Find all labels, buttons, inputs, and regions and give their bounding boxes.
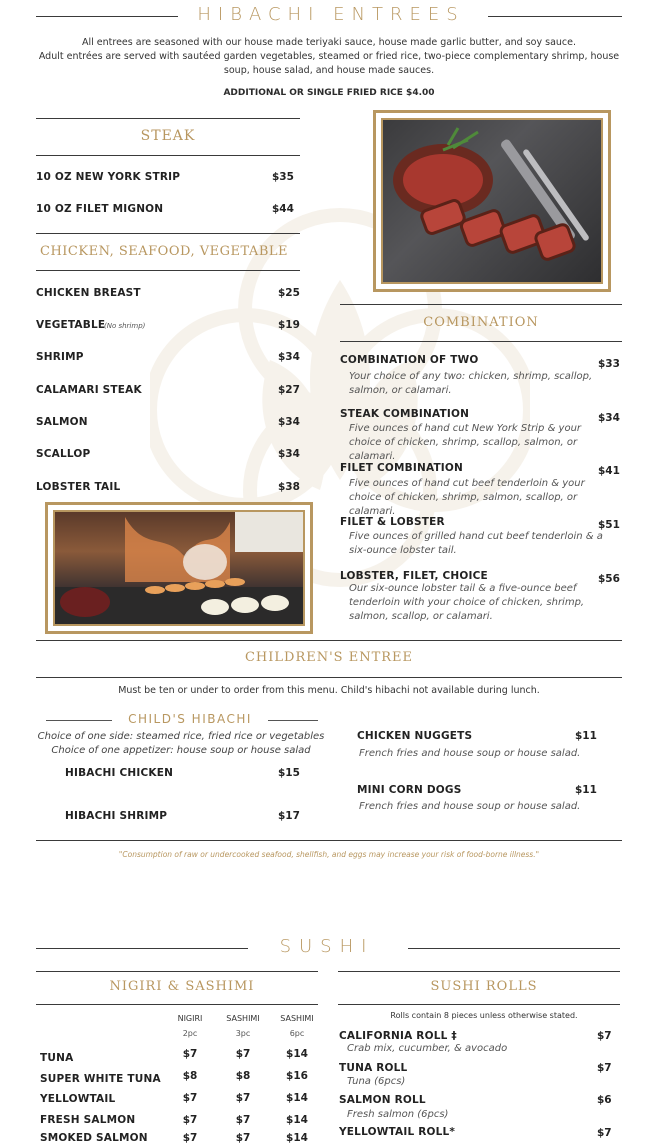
- steak-image-icon: [383, 120, 601, 282]
- roll-item-name: SALMON ROLL: [339, 1094, 426, 1106]
- menu-item-price: $25: [278, 287, 300, 299]
- roll-item-price: $7: [597, 1062, 612, 1074]
- table-row-price: $14: [286, 1092, 308, 1104]
- rolls-heading: SUSHI ROLLS: [430, 979, 538, 994]
- menu-item-name: SHRIMP: [36, 351, 84, 363]
- grill-image-icon: [55, 512, 303, 624]
- children-note: Must be ten or under to order from this menu. Child's hibachi not available during lunch.: [118, 685, 540, 696]
- steak-heading: STEAK: [140, 128, 196, 144]
- child-item-name: HIBACHI CHICKEN: [65, 767, 174, 779]
- child-hibachi-side-note: Choice of one side: steamed rice, fried rice or vegetables: [37, 731, 325, 742]
- steak-rule-bottom: [36, 155, 300, 156]
- combo-item-desc: Our six-ounce lobster tail & a five-ounce beef tenderloin with your choice of chicken, shrimp, salmon, scallop, or calamari.: [349, 583, 585, 622]
- roll-item-name: TUNA ROLL: [339, 1062, 408, 1074]
- combo-rule-top: [340, 304, 622, 305]
- child-item-price: $15: [278, 767, 300, 779]
- table-row-price: $7: [182, 1114, 198, 1126]
- menu-item-price: $35: [272, 171, 294, 183]
- nigiri-rule-top: [36, 971, 318, 972]
- menu-item-name: SCALLOP: [36, 448, 91, 460]
- children-heading: CHILDREN'S ENTREE: [244, 650, 414, 665]
- table-row-name: FRESH SALMON: [40, 1114, 136, 1126]
- menu-item-name: LOBSTER TAIL: [36, 481, 121, 493]
- roll-item-desc: Tuna (6pcs): [347, 1076, 406, 1087]
- sashimi3-col-header: SASHIMI: [226, 1014, 260, 1023]
- table-row-price: $7: [182, 1132, 198, 1144]
- menu-item-name: SALMON: [36, 416, 88, 428]
- table-row-price: $7: [235, 1092, 251, 1104]
- menu-item-price: $44: [272, 203, 294, 215]
- roll-item-desc: Crab mix, cucumber, & avocado: [347, 1043, 508, 1054]
- children-rule-end: [36, 840, 622, 841]
- roll-item-price: $7: [597, 1127, 612, 1139]
- roll-item-price: $6: [597, 1094, 612, 1106]
- children-rule-top: [36, 640, 622, 641]
- kids-item-name: MINI CORN DOGS: [357, 784, 462, 796]
- roll-item-price: $7: [597, 1030, 612, 1042]
- menu-item-price: $34: [278, 448, 300, 460]
- title-rule-left: [36, 16, 178, 17]
- steak-rule-top: [36, 118, 300, 119]
- hibachi-grill-photo: [45, 502, 313, 634]
- food-safety-disclaimer: "Consumption of raw or undercooked seafood, shellfish, and eggs may increase your risk of food-borne illness.": [118, 850, 540, 859]
- child-hibachi-heading: CHILD'S HIBACHI: [128, 712, 252, 726]
- table-row-price: $8: [182, 1070, 198, 1082]
- child-item-price: $17: [278, 810, 300, 822]
- menu-item-price: $19: [278, 319, 300, 331]
- table-row-price: $7: [235, 1132, 251, 1144]
- title-rule-right: [488, 16, 622, 17]
- menu-item-price: $34: [278, 416, 300, 428]
- rolls-rule-bottom: [338, 1004, 620, 1005]
- menu-item-name: CALAMARI STEAK: [36, 384, 142, 396]
- combo-item-desc: Five ounces of hand cut New York Strip & your choice of chicken, shrimp, scallop, salmon, or calamari.: [349, 423, 582, 462]
- sashimi6-col-header: SASHIMI: [280, 1014, 314, 1023]
- table-row-price: $14: [286, 1132, 308, 1144]
- sushi-rule-right: [408, 948, 620, 949]
- table-row-price: $7: [235, 1048, 251, 1060]
- csv-heading: CHICKEN, SEAFOOD, VEGETABLE: [40, 244, 288, 259]
- nigiri-col-header: NIGIRI: [177, 1014, 203, 1023]
- child-item-name: HIBACHI SHRIMP: [65, 810, 168, 822]
- kids-item-desc: French fries and house soup or house salad.: [359, 748, 581, 759]
- menu-item-name: CHICKEN BREAST: [36, 287, 141, 299]
- combo-item-desc: Five ounces of grilled hand cut beef tenderloin & a six-ounce lobster tail.: [349, 531, 603, 556]
- table-row-price: $7: [182, 1048, 198, 1060]
- rolls-rule-top: [338, 971, 620, 972]
- combo-item-name: LOBSTER, FILET, CHOICE: [340, 570, 488, 582]
- combo-item-price: $51: [598, 519, 620, 531]
- combo-item-name: COMBINATION OF TWO: [340, 354, 479, 366]
- menu-item-note: (No shrimp): [104, 322, 146, 330]
- table-row-price: $7: [182, 1092, 198, 1104]
- child-hibachi-rule-left: [46, 720, 112, 721]
- table-row-price: $14: [286, 1114, 308, 1126]
- menu-item-price: $34: [278, 351, 300, 363]
- table-row-price: $16: [286, 1070, 308, 1082]
- roll-item-name: YELLOWTAIL ROLL*: [339, 1126, 456, 1138]
- menu-item-price: $27: [278, 384, 300, 396]
- roll-item-desc: Fresh salmon (6pcs): [347, 1109, 449, 1120]
- table-row-name: SMOKED SALMON: [40, 1132, 148, 1144]
- table-row-name: YELLOWTAIL: [40, 1093, 116, 1105]
- nigiri-rule-bottom: [36, 1004, 318, 1005]
- combo-item-price: $56: [598, 573, 620, 585]
- steak-photo: [373, 110, 611, 292]
- combo-item-price: $41: [598, 465, 620, 477]
- hibachi-intro-2: Adult entrées are served with sautéed garden vegetables, steamed or fried rice, two-piece complementary shrimp, house soup, house salad, and house made sauces.: [38, 51, 620, 76]
- fried-rice-note: ADDITIONAL OR SINGLE FRIED RICE $4.00: [223, 88, 435, 98]
- combo-item-price: $33: [598, 358, 620, 370]
- combo-item-price: $34: [598, 412, 620, 424]
- sushi-title: SUSHI: [279, 936, 375, 957]
- nigiri-heading: NIGIRI & SASHIMI: [109, 979, 255, 994]
- table-row-name: SUPER WHITE TUNA: [40, 1073, 161, 1085]
- sushi-rule-left: [36, 948, 248, 949]
- sashimi6-col-sub: 6pc: [289, 1029, 305, 1038]
- table-row-price: $14: [286, 1048, 308, 1060]
- menu-item-name: VEGETABLE: [36, 319, 106, 331]
- table-row-price: $8: [235, 1070, 251, 1082]
- combo-item-desc: Your choice of any two: chicken, shrimp, scallop, salmon, or calamari.: [349, 371, 593, 396]
- csv-rule-bottom: [36, 270, 300, 271]
- table-row-price: $7: [235, 1114, 251, 1126]
- child-hibachi-rule-right: [268, 720, 318, 721]
- menu-item-name: 10 OZ FILET MIGNON: [36, 203, 164, 215]
- hibachi-intro-1: All entrees are seasoned with our house made teriyaki sauce, house made garlic butter, and soy sauce.: [82, 37, 576, 48]
- combination-heading: COMBINATION: [423, 315, 539, 330]
- roll-item-name: CALIFORNIA ROLL ‡: [339, 1030, 457, 1042]
- kids-item-price: $11: [575, 784, 597, 796]
- kids-item-name: CHICKEN NUGGETS: [357, 730, 473, 742]
- combo-rule-bottom: [340, 341, 622, 342]
- kids-item-desc: French fries and house soup or house salad.: [359, 801, 581, 812]
- menu-item-price: $38: [278, 481, 300, 493]
- rolls-note: Rolls contain 8 pieces unless otherwise stated.: [390, 1011, 578, 1020]
- sashimi3-col-sub: 3pc: [235, 1029, 251, 1038]
- combo-item-desc: Five ounces of hand cut beef tenderloin & your choice of chicken, shrimp, salmon, scallop, or calamari.: [349, 478, 585, 517]
- combo-item-name: FILET COMBINATION: [340, 462, 464, 474]
- combo-item-name: STEAK COMBINATION: [340, 408, 470, 420]
- kids-item-price: $11: [575, 730, 597, 742]
- menu-item-name: 10 OZ NEW YORK STRIP: [36, 171, 181, 183]
- children-rule-bottom: [36, 677, 622, 678]
- nigiri-col-sub: 2pc: [182, 1029, 198, 1038]
- child-hibachi-appetizer-note: Choice of one appetizer: house soup or house salad: [51, 745, 311, 756]
- hibachi-title: HIBACHI ENTREES: [197, 4, 465, 25]
- combo-item-name: FILET & LOBSTER: [340, 516, 445, 528]
- table-row-name: TUNA: [40, 1052, 74, 1064]
- csv-rule-top: [36, 233, 300, 234]
